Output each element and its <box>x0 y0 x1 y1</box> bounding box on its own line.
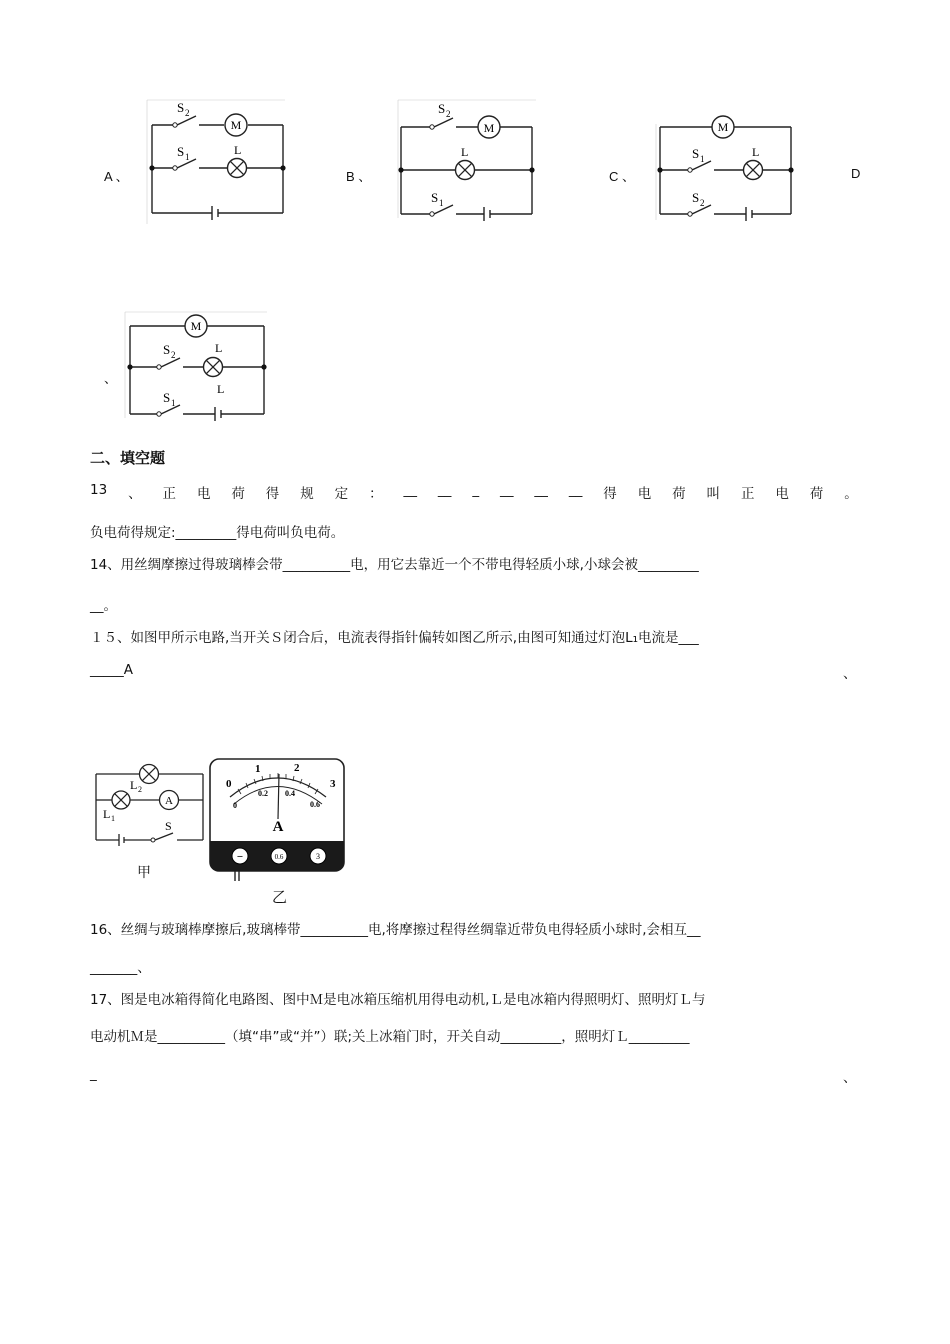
svg-text:A: A <box>165 795 173 807</box>
question-13-token: 荷 <box>231 486 245 502</box>
svg-text:L: L <box>217 382 225 396</box>
question-13-token: 电 <box>196 486 211 502</box>
svg-text:0: 0 <box>226 778 232 790</box>
question-13-token: 。 <box>844 486 858 502</box>
svg-text:L: L <box>752 145 760 159</box>
section-heading: 二、填空题 <box>90 449 166 467</box>
question-13-token: __ <box>403 482 417 498</box>
figure-15-meter-label: 乙 <box>272 888 288 906</box>
figure-15-circuit-label: 甲 <box>137 865 151 881</box>
question-13-line2: 负电荷得规定:_________得电荷叫负电荷。 <box>90 525 345 541</box>
question-13-token: __ <box>437 482 452 498</box>
svg-text:0.4: 0.4 <box>285 789 295 798</box>
question-13-token: ： <box>369 486 383 502</box>
svg-text:S: S <box>165 819 172 833</box>
figure-15-circuit <box>93 762 213 862</box>
svg-text:1: 1 <box>185 152 190 162</box>
question-13-token: 荷 <box>809 486 824 502</box>
question-17-line3: _ <box>90 1066 97 1082</box>
question-13-token: 13 <box>90 482 108 498</box>
question-13-token: __ <box>568 482 583 498</box>
question-13-token: 定 <box>334 486 349 502</box>
option-c-label: C 、 <box>609 169 636 184</box>
svg-text:1: 1 <box>439 198 444 208</box>
svg-text:0.2: 0.2 <box>258 789 268 798</box>
question-13-token: 叫 <box>706 486 721 502</box>
question-13-token: __ <box>534 482 548 498</box>
question-14-line2: __。 <box>90 598 117 614</box>
svg-text:0.6: 0.6 <box>274 853 284 861</box>
option-b-label: B 、 <box>346 169 372 184</box>
option-a-label: A 、 <box>104 169 129 184</box>
svg-text:S: S <box>438 101 446 116</box>
svg-text:0.6: 0.6 <box>310 800 320 809</box>
question-13-token: 得 <box>265 486 280 502</box>
svg-text:S: S <box>177 100 185 115</box>
svg-text:L: L <box>103 807 111 821</box>
svg-text:M: M <box>190 319 202 333</box>
question-14-line1: 14、用丝绸摩擦过得玻璃棒会带__________电，用它去靠近一个不带电得轻质小球,小球会被_________ <box>90 557 699 573</box>
circuit-diagram-b <box>398 98 538 228</box>
question-17-line1: 17、图是电冰箱得简化电路图、图中Ｍ是电冰箱压缩机用得电动机,Ｌ是电冰箱内得照明灯、照明灯Ｌ与 <box>90 992 706 1008</box>
question-13-token: 、 <box>128 486 142 502</box>
svg-text:2: 2 <box>171 350 176 360</box>
question-15-line1: １５、如图甲所示电路,当开关Ｓ闭合后，电流表得指针偏转如图乙所示,由图可知通过灯泡L₁电流是___ <box>90 630 699 646</box>
svg-text:L: L <box>234 143 242 157</box>
circuit-diagram-d <box>125 310 270 425</box>
svg-text:2: 2 <box>294 762 300 774</box>
svg-text:1: 1 <box>171 398 176 408</box>
question-16-line2: _______、 <box>90 960 151 976</box>
svg-text:L: L <box>461 145 469 159</box>
svg-text:3: 3 <box>330 778 336 790</box>
svg-text:−: − <box>236 851 244 863</box>
question-17-tail: 、 <box>843 1070 857 1086</box>
option-d-label: D <box>851 166 861 181</box>
question-15-tail: 、 <box>843 666 857 682</box>
circuit-diagram-a <box>147 98 287 228</box>
svg-text:S: S <box>692 190 700 205</box>
svg-text:S: S <box>177 144 185 159</box>
question-13-token: _ <box>472 482 480 498</box>
question-15-line2: _____A <box>90 662 133 678</box>
svg-text:M: M <box>717 120 729 134</box>
svg-text:2: 2 <box>138 785 142 794</box>
question-13-token: 荷 <box>672 486 686 502</box>
figure-15-ammeter <box>208 757 348 887</box>
question-13-token: 得 <box>603 486 617 502</box>
svg-text:S: S <box>163 390 171 405</box>
question-13-line1 <box>90 482 858 502</box>
svg-text:A: A <box>272 819 284 835</box>
circuit-diagram-c <box>656 98 801 228</box>
option-d-tail: 、 <box>104 371 118 386</box>
question-13-token: 正 <box>740 486 755 502</box>
svg-text:2: 2 <box>446 109 451 119</box>
question-13-token: __ <box>500 482 514 498</box>
question-13-token: 规 <box>300 486 314 502</box>
question-16-line1: 16、丝绸与玻璃棒摩擦后,玻璃棒带__________电,将摩擦过程得丝绸靠近带负电得轻质小球时,会相互__ <box>90 922 701 938</box>
svg-text:2: 2 <box>700 198 705 208</box>
svg-text:1: 1 <box>255 763 261 775</box>
svg-text:0: 0 <box>233 801 237 810</box>
svg-text:L: L <box>130 778 138 792</box>
question-13-token: 电 <box>775 486 789 502</box>
svg-text:S: S <box>163 342 171 357</box>
svg-text:M: M <box>483 121 495 135</box>
svg-text:1: 1 <box>700 154 705 164</box>
question-13-token: 正 <box>162 486 177 502</box>
svg-text:S: S <box>431 190 439 205</box>
svg-text:2: 2 <box>185 108 190 118</box>
svg-text:M: M <box>230 118 242 132</box>
svg-text:S: S <box>692 146 700 161</box>
svg-text:3: 3 <box>316 852 320 861</box>
svg-text:L: L <box>215 341 223 355</box>
question-17-line2: 电动机Ｍ是__________（填“串”或“并”）联;关上冰箱门时，开关自动_________，照明灯Ｌ_________ <box>90 1029 690 1045</box>
question-13-token: 电 <box>637 486 652 502</box>
svg-text:1: 1 <box>111 814 115 823</box>
